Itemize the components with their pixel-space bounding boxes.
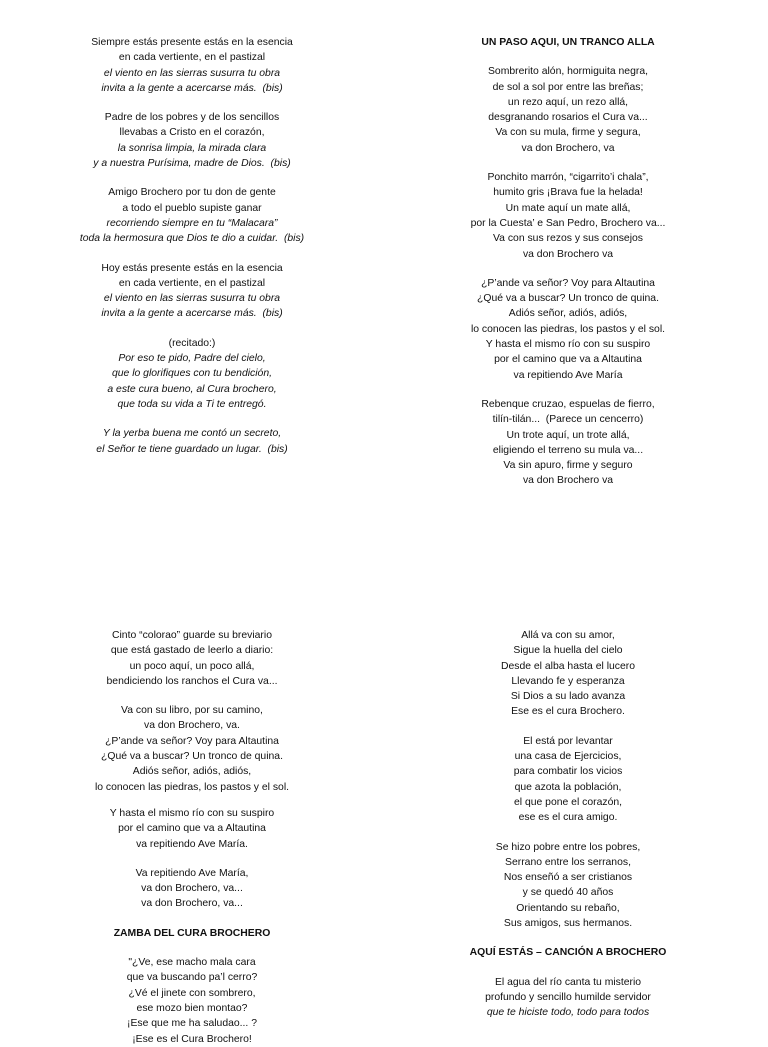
verse-line: Sombrerito alón, hormiguita negra, (488, 66, 648, 78)
verse-line: para combatir los vicios (513, 766, 623, 778)
stanza-gap (0, 852, 384, 866)
verse-line: por la Cuesta’ e San Pedro, Brochero va... (470, 217, 666, 229)
verse-line: va don Brochero, va... (141, 883, 243, 895)
verse-line: un poco aquí, un poco allá, (129, 660, 255, 672)
verse-line: Desde el alba hasta el lucero (500, 660, 635, 672)
verse-line: que está gastado de leerlo a diario: (110, 645, 274, 657)
verse-line: ¿P’ande va señor? Voy para Altautina (481, 277, 655, 289)
verse-line: Un trote aquí, un trote allá, (506, 429, 630, 441)
verse-line: Si Dios a su lado avanza (510, 691, 626, 703)
verse-line: lo conocen las piedras, los pastos y el sol. (94, 781, 290, 793)
verse-line: Allá va con su amor, (521, 630, 615, 641)
stanza-gap (376, 383, 760, 397)
verse-line: en cada vertiente, en el pastizal (118, 277, 266, 289)
verse-line: invita a la gente a acercarse más. (bis) (101, 308, 283, 320)
verse-line: Cinto “colorao” guarde su breviario (112, 630, 272, 641)
verse-line: (recitado:) (168, 337, 216, 349)
stanza-gap (0, 96, 384, 110)
verse-line: va don Brochero, va (521, 142, 615, 154)
verse-line: que toda su vida a Ti te entregó. (117, 398, 267, 410)
verse-line: Adiós señor, adiós, adiós, (132, 766, 252, 778)
song-title: ZAMBA DEL CURA BROCHERO (113, 927, 271, 939)
verse-line: y a nuestra Purísima, madre de Dios. (bis) (93, 158, 291, 170)
verse-line: a este cura bueno, al Cura brochero, (107, 383, 277, 395)
verse-line: ¡Ese que me ha saludao... ? (127, 1018, 257, 1030)
verse-line: el que pone el corazón, (513, 796, 623, 808)
verse-line: Y la yerba buena me contó un secreto, (102, 428, 282, 440)
verse-line: ¿P’ande va señor? Voy para Altautina (105, 735, 279, 747)
verse-line: ese es el cura amigo. (518, 812, 618, 824)
verse-line: Va sin apuro, firme y seguro (503, 460, 633, 472)
stanza-gap (376, 931, 760, 945)
verse-line: Adiós señor, adiós, adiós, (508, 308, 628, 320)
verse-line: va don Brochero va (522, 475, 614, 487)
verse-line: ¿Vé el jinete con sombrero, (128, 987, 256, 999)
stanza-gap (376, 50, 760, 64)
stanza-gap (0, 247, 384, 261)
verse-line: que te hiciste todo, todo para todos (486, 1007, 650, 1019)
verse-line: la sonrisa limpia, la mirada clara (117, 142, 267, 154)
verse-line: va don Brochero va (522, 248, 614, 260)
verse-line: Por eso te pido, Padre del cielo, (118, 353, 266, 365)
top-right-column (376, 35, 760, 489)
verse-line: a todo el pueblo supiste ganar (122, 202, 262, 214)
verse-line: eligiendo el terreno su mula va... (492, 444, 644, 456)
verse-line: desgranando rosarios el Cura va... (488, 112, 648, 124)
verse-line: Serrano entre los serranos, (505, 856, 631, 868)
verse-line: ¿Qué va a buscar? Un tronco de quina. (477, 293, 659, 305)
stanza-gap (0, 322, 384, 336)
verse-line: Va con su libro, por su camino, (121, 705, 263, 717)
verse-line: Sus amigos, sus hermanos. (503, 918, 633, 930)
verse-line: Padre de los pobres y de los sencillos (104, 112, 280, 124)
verse-line: ¡Ese es el Cura Brochero! (132, 1033, 252, 1045)
song-title: UN PASO AQUI, UN TRANCO ALLA (481, 37, 655, 48)
verse-line: profundo y sencillo humilde servidor (485, 991, 651, 1003)
verse-line: Llevando fe y esperanza (511, 675, 625, 687)
verse-line: humito gris ¡Brava fue la helada! (493, 187, 643, 199)
stanza-gap (0, 171, 384, 185)
verse-line: invita a la gente a acercarse más. (bis) (101, 82, 283, 94)
verse-line: ese mozo bien montao? (136, 1002, 248, 1014)
stanza-gap (376, 826, 760, 840)
verse-line: que lo glorifiques con tu bendición, (111, 368, 272, 380)
verse-line: va don Brochero, va. (144, 720, 240, 732)
verse-line: en cada vertiente, en el pastizal (118, 52, 266, 64)
verse-line: Va con sus rezos y sus consejos (493, 233, 643, 245)
verse-line: que azota la población, (514, 781, 622, 793)
verse-line: Sigue la huella del cielo (513, 645, 623, 657)
stanza-gap (376, 720, 760, 734)
verse-line: por el camino que va a Altautina (118, 823, 266, 835)
verse-line: Hoy estás presente estás en la esencia (101, 262, 283, 274)
verse-line: Se hizo pobre entre los pobres, (495, 841, 641, 853)
verse-line: Ponchito marrón, “cigarrito’i chala”, (487, 172, 649, 184)
verse-line: Va con su mula, firme y segura, (495, 127, 641, 139)
verse-line: que va buscando pa’l cerro? (126, 972, 258, 984)
verse-line: "¿Ve, ese macho mala cara (128, 957, 256, 969)
song-title: AQUÍ ESTÁS – CANCIÓN A BROCHERO (469, 947, 667, 959)
stanza-gap (376, 156, 760, 170)
bottom-left-column (0, 628, 384, 1047)
verse-line: va repitiendo Ave María. (136, 838, 248, 850)
verse-line: el viento en las sierras susurra tu obra (103, 67, 281, 79)
top-left-column (0, 35, 384, 457)
verse-line: por el camino que va a Altautina (494, 354, 642, 366)
verse-line: Y hasta el mismo río con su suspiro (485, 339, 651, 351)
verse-line: bendiciendo los ranchos el Cura va... (106, 675, 278, 687)
verse-line: Y hasta el mismo río con su suspiro (109, 807, 275, 819)
stanza-gap (376, 262, 760, 276)
stanza-gap (0, 689, 384, 703)
verse-line: Ese es el cura Brochero. (511, 706, 625, 718)
stanza-gap (0, 412, 384, 426)
stanza-gap (0, 912, 384, 926)
verse-line: tilín-tilán... (Parece un cencerro) (492, 414, 644, 426)
verse-line: Nos enseñó a ser cristianos (503, 872, 633, 884)
stanza-gap (0, 795, 384, 806)
verse-line: El agua del río canta tu misterio (494, 976, 642, 988)
verse-line: va repitiendo Ave María (513, 369, 623, 381)
verse-line: ¿Qué va a buscar? Un tronco de quina. (101, 751, 283, 763)
verse-line: el Señor te tiene guardado un lugar. (bis) (96, 443, 288, 455)
verse-line: una casa de Ejercicios, (514, 751, 622, 763)
verse-line: llevabas a Cristo en el corazón, (119, 127, 265, 139)
verse-line: de sol a sol por entre las breñas; (492, 81, 644, 93)
verse-line: lo conocen las piedras, los pastos y el sol. (470, 323, 666, 335)
verse-line: Orientando su rebaño, (516, 902, 620, 914)
stanza-gap (376, 961, 760, 975)
verse-line: toda la hermosura que Dios te dio a cuidar. (bis) (79, 233, 305, 245)
bottom-right-column (376, 628, 760, 1021)
verse-line: Rebenque cruzao, espuelas de fierro, (481, 398, 655, 410)
verse-line: Siempre estás presente estás en la esencia (91, 37, 293, 48)
stanza-gap (0, 941, 384, 955)
verse-line: recorriendo siempre en tu “Malacara” (106, 217, 278, 229)
verse-line: El está por levantar (523, 735, 613, 747)
verse-line: el viento en las sierras susurra tu obra (103, 293, 281, 305)
verse-line: y se quedó 40 años (522, 887, 614, 899)
verse-line: va don Brochero, va... (141, 898, 243, 910)
verse-line: un rezo aquí, un rezo allá, (507, 96, 629, 108)
verse-line: Amigo Brochero por tu don de gente (108, 187, 276, 199)
verse-line: Un mate aquí un mate allá, (505, 202, 631, 214)
verse-line: Va repitiendo Ave María, (135, 867, 249, 879)
